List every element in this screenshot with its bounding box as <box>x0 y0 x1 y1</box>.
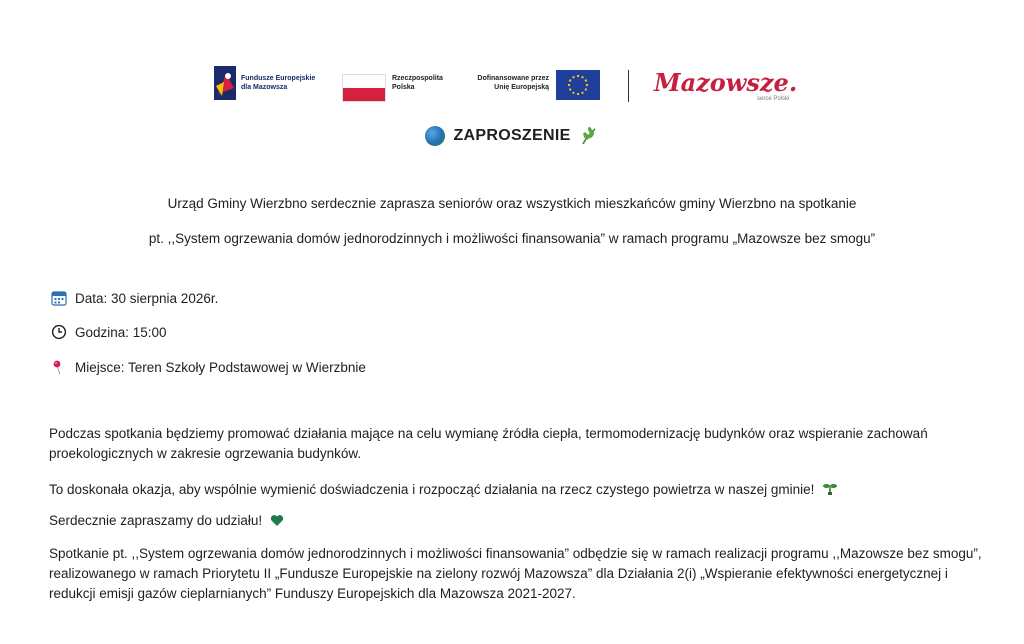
title-row <box>0 126 1024 151</box>
eu-star <box>586 84 588 86</box>
date-text: Data: 30 sierpnia 2026r. <box>75 290 219 306</box>
polish-flag-icon <box>342 74 386 102</box>
heart-icon <box>270 514 284 527</box>
eu-star <box>581 76 583 78</box>
eu-star <box>572 76 574 78</box>
place-text: Miejsce: Teren Szkoły Podstawowej w Wierzbnie <box>75 359 366 375</box>
opportunity-text: To doskonała okazja, aby wspólnie wymienić doświadczenia i rozpocząć działania na rzecz czystego powietrza w naszej gminie! <box>49 482 815 497</box>
eu-star <box>585 79 587 81</box>
mazowsze-tagline: serce Polski <box>757 96 790 102</box>
page-title: ZAPROSZENIE <box>453 127 571 144</box>
eu-star <box>569 88 571 90</box>
paragraph-opportunity <box>49 480 984 500</box>
eu-logo-text: Dofinansowane przez Unię Europejską <box>477 75 549 91</box>
pin-icon <box>51 359 67 375</box>
invitation-text: Serdecznie zapraszamy do udziału! <box>49 513 263 528</box>
mazowsze-logo: Mazowsze. <box>654 68 798 97</box>
time-row <box>51 324 167 340</box>
intro-line-1: Urząd Gminy Wierzbno serdecznie zaprasza seniorów oraz wszystkich mieszkańców gminy Wierzbno na spotkanie <box>167 196 857 211</box>
eu-star <box>569 79 571 81</box>
eu-star <box>581 92 583 94</box>
fe-logo-text: Fundusze Europejskie dla Mazowsza <box>241 75 316 91</box>
clock-icon <box>51 324 67 340</box>
eu-star <box>577 75 579 77</box>
date-row <box>51 290 218 306</box>
logo-divider <box>628 70 629 102</box>
eu-star <box>585 88 587 90</box>
fe-logo-icon <box>214 66 236 100</box>
time-text: Godzina: 15:00 <box>75 324 167 340</box>
place-row <box>51 359 366 375</box>
eu-star <box>572 92 574 94</box>
paragraph-invitation <box>49 511 984 531</box>
logo-bar <box>214 62 814 108</box>
eu-star <box>568 84 570 86</box>
calendar-icon <box>51 290 67 306</box>
paragraph-promotion: Podczas spotkania będziemy promować działania mające na celu wymianę źródła ciepła, termomodernizację budynków oraz wspieranie zachowań proekologicznych w zakresie ogrzewania budynków. <box>49 426 928 461</box>
sprout-icon <box>822 482 838 496</box>
eu-flag-icon <box>556 70 600 100</box>
globe-icon <box>425 126 445 146</box>
leaf-icon <box>579 126 599 146</box>
rp-logo-text: Rzeczpospolita Polska <box>392 75 443 91</box>
paragraph-program-info: Spotkanie pt. ,,System ogrzewania domów jednorodzinnych i możliwości finansowania” odbędzie się w ramach realizacji programu ,,Mazowsze bez smogu”, realizowanego w ramach Priorytetu II „Fundusze Europejskie na zielony rozwój Mazowsza” dla Działania 2(i) „Wspieranie efektywności energetycznej i redukcji emisji gazów cieplarnianych” Funduszy Europejskich dla Mazowsza 2021-2027. <box>49 546 982 601</box>
intro-line-2: pt. ,,System ogrzewania domów jednorodzinnych i możliwości finansowania” w ramach programu „Mazowsze bez smogu” <box>148 231 876 246</box>
eu-star <box>577 93 579 95</box>
